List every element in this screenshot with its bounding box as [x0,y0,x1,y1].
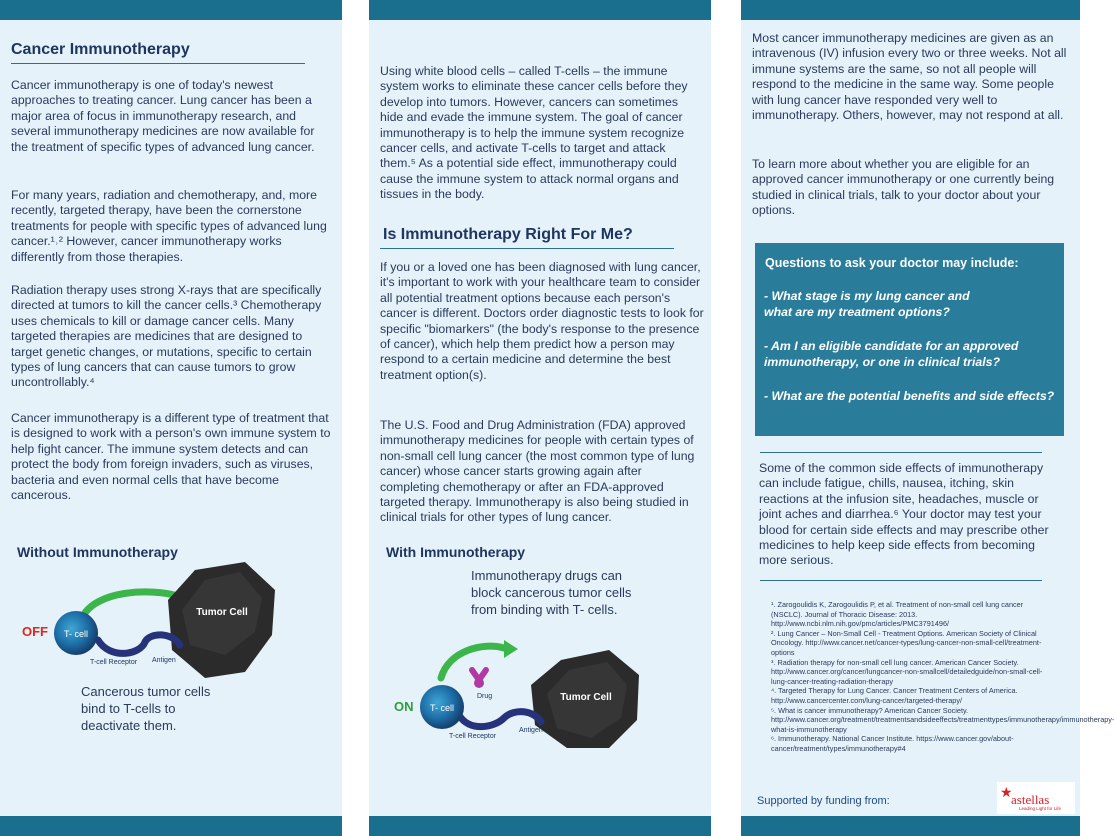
diagnosis-paragraph: If you or a loved one has been diagnosed with lung cancer, it's important to work with your healthcare team to consider all potential treatment options because each person's cancer is different. Doctors order diagnostic tests to look for specific "biomarkers" (the body's response to the presence of cancer), which help them predict how a person may respond to a certain medicine and determine the best treatment option(s). [380,260,704,382]
side-effects-rule-top [760,452,1042,453]
top-band [741,0,1080,20]
logo-tagline: Leading Light for Life [1019,806,1062,811]
receptor-antigen-icon [98,635,180,654]
question-item: - What stage is my lung cancer and what are my treatment options? [764,289,970,319]
astellas-logo [997,782,1075,814]
questions-title: Questions to ask your doctor may include: [765,256,1019,270]
immune-paragraph: Cancer immunotherapy is a different type of treatment that is designed to work with a person's own immune system to help fight cancer. The immune system detects and can protect the body from foreign invaders, such as viruses, bacteria and even normal cells that have become cancerous. [11,411,331,503]
eligibility-paragraph: To learn more about whether you are eligible for an approved cancer immunotherapy or one currently being studied in clinical trials, talk to your doctor about your options. [752,157,1055,218]
t-cell-label: T- cell [429,703,455,713]
logo-text: astellas [1011,792,1050,807]
questions-box [755,243,1064,436]
side-effects-rule-bottom [760,580,1042,581]
t-cell-receptor-label: T-cell Receptor [449,733,497,740]
reference-item: ⁴. Targeted Therapy for Lung Cancer. Cancer Treatment Centers of America. http://www.cancercenter.com/lung-cancer/targeted-therapy/ [771,686,1018,705]
bottom-band [741,816,1080,836]
top-band [369,0,711,20]
antigen-label: Antigen [519,727,543,734]
title-rule [11,63,305,64]
funding-text: Supported by funding from: [757,795,890,807]
question-item: - What are the potential benefits and side effects? [764,389,1055,403]
reference-item: ². Lung Cancer – Non-Small Cell - Treatment Options. American Society of Clinical Oncology. http://www.cancer.net/cancer-types/lung-cancer-non-small-cell/treatment-options [771,628,1042,657]
bottom-band [369,816,711,836]
treatments-paragraph: For many years, radiation and chemotherapy, and, more recently, targeted therapy, have been the cornerstone treatments for people with specific types of advanced lung cancer.¹˒² However, cancer immunotherapy works differently from those therapies. [11,188,327,264]
section-rule [380,248,674,249]
tumor-cell-label: Tumor Cell [560,692,612,703]
panel-middle [369,0,711,836]
antigen-label: Antigen [152,657,176,664]
on-label: ON [394,699,414,714]
reference-item: ⁶. Immunotherapy. National Cancer Institute. https://www.cancer.gov/about-cancer/treatment/types/immunotherapy#4 [771,734,1014,753]
intro-paragraph: Cancer immunotherapy is one of today's newest approaches to treating cancer. Lung cancer has been a major area of focus in immunotherapy research, and several immunotherapy medicines are now available for the treatment of specific types of advanced lung cancer. [11,78,315,154]
panel-left [0,0,342,836]
t-cells-paragraph: Using white blood cells – called T-cells – the immune system works to eliminate these cancer cells before they develop into tumors. However, cancers can sometimes hide and evade the immune system. The goal of cancer immunotherapy is to help the immune system recognize cancer cells, and activate T-cells to target and attack them.⁵ As a potential side effect, immunotherapy could cause the immune system to attack normal organs and tissues in the body. [380,64,688,202]
off-label: OFF [22,624,48,639]
section-title: Is Immunotherapy Right For Me? [383,226,633,243]
arrow-head-icon [504,640,518,658]
therapies-paragraph: Radiation therapy uses strong X-rays that are specifically directed at tumors to kill the cancer cells.³ Chemotherapy uses chemicals to kill or damage cancer cells. Many targeted therapies are medicines that are designed to target genetic changes, or mutations, specific to certain types of lung cancers that can cause tumors to grow uncontrollably.⁴ [11,283,322,390]
side-effects-paragraph: Some of the common side effects of immunotherapy can include fatigue, chills, nausea, itching, skin reactions at the infusion site, headaches, muscle or joint aches and diarrhea.⁶ Your doctor may test your blood for certain side effects and may prescribe other medicines to help keep side effects from becoming more serious. [759,461,1049,568]
fda-paragraph: The U.S. Food and Drug Administration (FDA) approved immunotherapy medicines for people with certain types of non-small cell lung cancer (the most common type of lung cancer) whose cancer starts growing again after completing chemotherapy or after an FDA-approved targeted therapy. Immunotherapy is also being studied in clinical trials for other types of lung cancer. [380,418,695,525]
without-immunotherapy-title: Without Immunotherapy [17,544,178,560]
top-band [0,0,342,20]
without-immunotherapy-caption: Cancerous tumor cells bind to T-cells to deactivate them. [81,684,211,733]
t-cell-label: T- cell [63,629,89,639]
reference-item: ⁵. What is cancer immunotherapy? American Cancer Society. http://www.cancer.org/treatment/treatmentsandsideeffects/treatmenttypes/immunotherapy/immunotherapy-what-is-immunotherapy [771,705,1114,734]
reference-item: ¹. Zarogoulidis K, Zarogoulidis P, et al. Treatment of non-small cell lung cancer (NSCLC). Journal of Thoracic Disease: 2013. http://www.ncbi.nlm.nih.gov/pmc/articles/PMC3791496/ [771,600,1024,629]
logo-mark-icon: ★ [1000,784,1013,800]
with-immunotherapy-title: With Immunotherapy [386,544,526,560]
with-immunotherapy-caption: Immunotherapy drugs can block cancerous tumor cells from binding with T- cells. [471,568,632,617]
binding-arrow-icon [82,592,178,618]
with-immunotherapy-illustration [369,630,711,750]
references-list [771,600,1114,754]
bottom-band [0,816,342,836]
without-immunotherapy-illustration [0,560,342,680]
iv-infusion-paragraph: Most cancer immunotherapy medicines are given as an intravenous (IV) infusion every two or three weeks. Not all immune systems are the same, so not all people will respond to the medicine in the same way. Some people with lung cancer have responded very well to immunotherapy. Others, however, may not respond at all. [752,31,1067,123]
reference-item: ³. Radiation therapy for non-small cell lung cancer. American Cancer Society. http://www.cancer.org/cancer/lungcancer-non-smallcell/detailedguide/non-small-cell-lung-cancer-treating-radiation-therapy [771,657,1043,686]
receptor-antigen-icon [459,712,541,727]
question-item: - Am I an eligible candidate for an approved immunotherapy, or one in clinical trials? [764,339,1019,369]
page-title: Cancer Immunotherapy [11,41,190,58]
drug-label: Drug [477,693,493,700]
tumor-cell-label: Tumor Cell [196,607,248,618]
t-cell-receptor-label: T-cell Receptor [90,659,138,666]
